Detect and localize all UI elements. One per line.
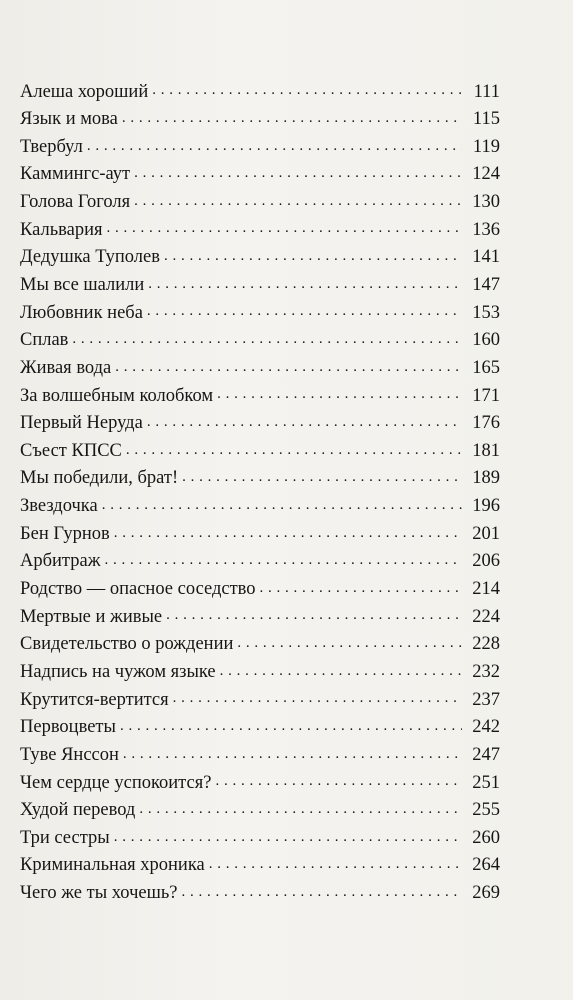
dot-leader [104, 548, 462, 567]
toc-entry-page-number: 124 [472, 164, 500, 185]
dot-leader [72, 327, 462, 346]
toc-entry [20, 327, 500, 355]
toc-entry-title: Худой перевод [20, 800, 136, 821]
toc-entry-page-number: 264 [472, 855, 500, 876]
toc-entry-title: Бен Гурнов [20, 523, 110, 544]
toc-entry-title: Чем сердце успокоится? [20, 772, 212, 793]
dot-leader [147, 410, 462, 429]
dot-leader [114, 824, 462, 843]
dot-leader [152, 78, 462, 97]
dot-leader [122, 106, 462, 125]
toc-entry-page-number: 237 [472, 689, 500, 710]
toc-entry [20, 244, 500, 272]
toc-entry-page-number: 160 [472, 330, 500, 351]
toc-entry-page-number: 260 [472, 827, 500, 848]
toc-entry-title: Твербул [20, 136, 83, 157]
toc-entry [20, 741, 500, 769]
toc-entry-page-number: 228 [472, 634, 500, 655]
dot-leader [139, 797, 462, 816]
toc-entry-title: Дедушка Туполев [20, 247, 160, 268]
toc-entry [20, 465, 500, 493]
dot-leader [123, 741, 462, 760]
toc-entry-title: Сплав [20, 330, 69, 351]
toc-entry [20, 78, 500, 106]
toc-entry-title: Алеша хороший [20, 81, 149, 102]
toc-entry-title: Чего же ты хочешь? [20, 883, 178, 904]
dot-leader [237, 631, 462, 650]
toc-entry-page-number: 251 [472, 772, 500, 793]
toc-entry-page-number: 196 [472, 496, 500, 517]
toc-entry-title: Мы победили, брат! [20, 468, 179, 489]
toc-entry-title: Туве Янссон [20, 744, 119, 765]
toc-entry-title: Голова Гоголя [20, 192, 131, 213]
toc-entry-page-number: 115 [472, 109, 500, 130]
toc-entry [20, 824, 500, 852]
dot-leader [181, 880, 462, 899]
toc-entry-page-number: 147 [472, 274, 500, 295]
toc-entry [20, 299, 500, 327]
dot-leader [126, 437, 462, 456]
toc-entry [20, 686, 500, 714]
toc-entry-title: Надпись на чужом языке [20, 661, 216, 682]
toc-entry-page-number: 119 [472, 136, 500, 157]
toc-entry-title: Каммингс-аут [20, 164, 131, 185]
toc-entry [20, 133, 500, 161]
toc-entry-page-number: 224 [472, 606, 500, 627]
toc-entry-title: Кальвария [20, 219, 103, 240]
toc-entry-page-number: 181 [472, 440, 500, 461]
toc-entry-title: Любовник неба [20, 302, 143, 323]
dot-leader [215, 769, 462, 788]
dot-leader [120, 714, 462, 733]
toc-entry [20, 106, 500, 134]
toc-entry [20, 354, 500, 382]
dot-leader [134, 189, 462, 208]
dot-leader [147, 299, 462, 318]
toc-entry [20, 797, 500, 825]
toc-entry [20, 216, 500, 244]
toc-entry-page-number: 141 [472, 247, 500, 268]
toc-entry [20, 631, 500, 659]
toc-entry-page-number: 153 [472, 302, 500, 323]
toc-entry-title: Язык и мова [20, 109, 118, 130]
dot-leader [166, 603, 462, 622]
toc-entry-page-number: 176 [472, 413, 500, 434]
toc-entry [20, 852, 500, 880]
dot-leader [114, 520, 462, 539]
toc-entry-title: Арбитраж [20, 551, 101, 572]
toc-entry [20, 548, 500, 576]
toc-entry [20, 161, 500, 189]
dot-leader [173, 686, 462, 705]
dot-leader [164, 244, 462, 263]
toc-entry-title: Свидетельство о рождении [20, 634, 234, 655]
dot-leader [182, 465, 462, 484]
toc-entry-page-number: 171 [472, 385, 500, 406]
dot-leader [107, 216, 462, 235]
toc-entry [20, 437, 500, 465]
dot-leader [102, 493, 462, 512]
toc-entry [20, 189, 500, 217]
table-of-contents [20, 78, 500, 907]
toc-entry [20, 714, 500, 742]
toc-entry-page-number: 206 [472, 551, 500, 572]
toc-entry-title: Съест КПСС [20, 440, 122, 461]
dot-leader [217, 382, 462, 401]
dot-leader [260, 576, 462, 595]
toc-entry-page-number: 255 [472, 800, 500, 821]
toc-entry-title: Криминальная хроника [20, 855, 205, 876]
toc-entry [20, 658, 500, 686]
toc-entry-title: Первоцветы [20, 717, 116, 738]
toc-entry-title: Мы все шалили [20, 274, 145, 295]
toc-entry-title: Крутится-вертится [20, 689, 169, 710]
toc-entry [20, 410, 500, 438]
dot-leader [87, 133, 462, 152]
toc-entry-page-number: 189 [472, 468, 500, 489]
dot-leader [115, 354, 462, 373]
dot-leader [134, 161, 462, 180]
dot-leader [148, 271, 462, 290]
toc-entry [20, 603, 500, 631]
toc-entry [20, 576, 500, 604]
toc-entry-page-number: 232 [472, 661, 500, 682]
toc-entry-title: Звездочка [20, 496, 98, 517]
toc-entry-title: Родство — опасное соседство [20, 579, 256, 600]
toc-entry-title: Мертвые и живые [20, 606, 163, 627]
toc-entry-page-number: 130 [472, 192, 500, 213]
toc-entry-page-number: 136 [472, 219, 500, 240]
toc-entry [20, 880, 500, 908]
dot-leader [220, 658, 462, 677]
toc-entry-page-number: 269 [472, 883, 500, 904]
toc-entry-page-number: 201 [472, 523, 500, 544]
toc-entry-title: Три сестры [20, 827, 110, 848]
toc-entry [20, 493, 500, 521]
toc-entry [20, 382, 500, 410]
dot-leader [209, 852, 462, 871]
toc-entry-title: За волшебным колобком [20, 385, 214, 406]
toc-entry-title: Живая вода [20, 357, 112, 378]
toc-entry-page-number: 214 [472, 579, 500, 600]
toc-entry-page-number: 165 [472, 357, 500, 378]
toc-entry-title: Первый Неруда [20, 413, 143, 434]
toc-entry-page-number: 111 [473, 81, 500, 102]
toc-entry [20, 769, 500, 797]
toc-entry-page-number: 242 [472, 717, 500, 738]
toc-entry [20, 520, 500, 548]
toc-entry [20, 271, 500, 299]
toc-entry-page-number: 247 [472, 744, 500, 765]
